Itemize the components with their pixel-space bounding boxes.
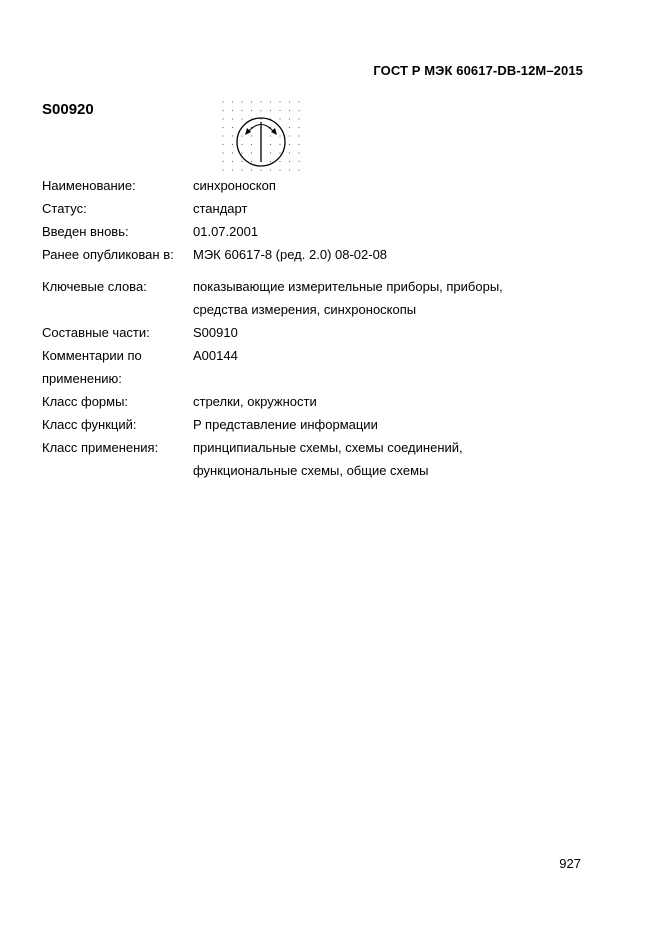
property-value: 01.07.2001 <box>193 224 259 239</box>
property-row-application-class <box>42 439 602 485</box>
property-value: стрелки, окружности <box>193 394 317 409</box>
property-row-name <box>42 177 602 200</box>
property-label: Составные части: <box>42 325 150 340</box>
property-row-form-class <box>42 393 602 416</box>
property-label: Класс формы: <box>42 394 129 409</box>
property-value: МЭК 60617-8 (ред. 2.0) 08-02-08 <box>193 247 388 262</box>
property-label: Ключевые слова: <box>42 279 147 294</box>
property-label: применению: <box>42 371 122 386</box>
property-label: Класс функций: <box>42 417 137 432</box>
property-row-introduced <box>42 223 602 246</box>
property-label: Комментарии по <box>42 348 142 363</box>
synchroscope-symbol-icon <box>219 98 303 174</box>
property-value: средства измерения, синхроноскопы <box>193 302 417 317</box>
property-row-published <box>42 246 602 269</box>
property-row-parts <box>42 324 602 347</box>
property-label: Класс применения: <box>42 440 159 455</box>
property-row-status <box>42 200 602 223</box>
property-row-comments <box>42 347 602 393</box>
property-value: синхроноскоп <box>193 178 276 193</box>
standard-code: ГОСТ Р МЭК 60617-DB-12M–2015 <box>373 63 583 78</box>
property-value: A00144 <box>193 348 238 363</box>
properties-table <box>42 177 602 485</box>
property-value: функциональные схемы, общие схемы <box>193 463 429 478</box>
property-value: P представление информации <box>193 417 378 432</box>
property-label: Статус: <box>42 201 87 216</box>
property-value: S00910 <box>193 325 238 340</box>
property-value: принципиальные схемы, схемы соединений, <box>193 440 463 455</box>
property-label: Введен вновь: <box>42 224 129 239</box>
property-row-keywords <box>42 278 602 324</box>
property-row-function-class <box>42 416 602 439</box>
property-label: Ранее опубликован в: <box>42 247 174 262</box>
page-number: 927 <box>559 856 581 871</box>
property-label: Наименование: <box>42 178 136 193</box>
property-value: стандарт <box>193 201 248 216</box>
symbol-id: S00920 <box>42 101 94 118</box>
property-value: показывающие измерительные приборы, приборы, <box>193 279 503 294</box>
